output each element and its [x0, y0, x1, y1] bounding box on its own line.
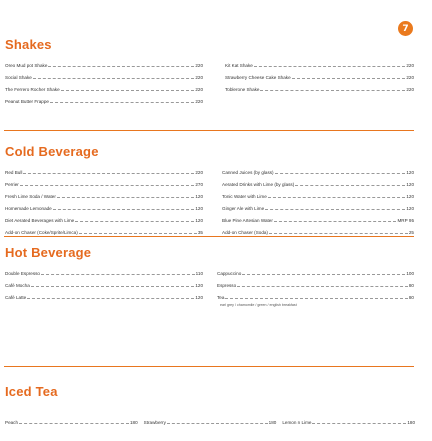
section-title-hot-beverage: Hot Beverage [5, 245, 92, 260]
list-item: Café Mocha 120 [5, 283, 203, 288]
list-item: Diet Aerated Beverages with Lime 120 [5, 218, 203, 223]
cold-right-list [222, 163, 414, 235]
list-item: Blue Pine Artesian Water MRP 95 [222, 218, 414, 223]
section-title-shakes: Shakes [5, 37, 52, 52]
list-item: Tea 80 [217, 295, 414, 300]
list-item: Cappuccino 100 [217, 271, 414, 276]
list-item: Strawberry 180 [143, 420, 277, 425]
number-badge: 7 [398, 21, 413, 36]
list-item: Strawberry Cheese Cake Shake 220 [225, 75, 414, 80]
hot-left-list [5, 264, 203, 300]
list-item: Double Espresso 110 [5, 271, 203, 276]
list-item: Café Latte 120 [5, 295, 203, 300]
list-item: Red Bull 220 [5, 170, 203, 175]
list-item: Espresso 80 [217, 283, 414, 288]
list-item: Canned Juices (by glass) 120 [222, 170, 414, 175]
hot-right-list [217, 264, 414, 300]
list-item: Peanut Butter Frappe 220 [5, 99, 203, 104]
list-item: Perrier 270 [5, 182, 203, 187]
list-item: The Ferrero Rocher Shake 220 [5, 87, 203, 92]
list-item: Add-on Chaser (Coke/Sprite/Limca) 35 [5, 230, 203, 235]
list-item: Aerated Drinks with Lime (by glass) 120 [222, 182, 414, 187]
section-title-cold-beverage: Cold Beverage [5, 144, 99, 159]
list-item: Kit Kat Shake 220 [225, 63, 414, 68]
iced-tea-list [5, 413, 415, 425]
section-divider [4, 130, 414, 131]
list-item: Homemade Lemonade 120 [5, 206, 203, 211]
list-item: Lemon n Lime 180 [282, 420, 416, 425]
list-item: Social Shake 220 [5, 75, 203, 80]
section-title-iced-tea: Iced Tea [5, 384, 58, 399]
list-item: Peach 180 [5, 420, 138, 425]
shakes-right-list [225, 56, 414, 92]
list-item: Add-on Chaser (Soda) 25 [222, 230, 414, 235]
cold-left-list [5, 163, 203, 235]
list-item: Tonic Water with Lime 120 [222, 194, 414, 199]
list-item: Fresh Lime Soda / Water 120 [5, 194, 203, 199]
list-item: Oreo Mud pot Shake 220 [5, 63, 203, 68]
section-divider [4, 236, 414, 237]
list-item: Toblerone Shake 220 [225, 87, 414, 92]
shakes-left-list [5, 56, 203, 104]
section-divider [4, 366, 414, 367]
list-item: Ginger Ale with Lime 120 [222, 206, 414, 211]
tea-varieties-note: earl grey / chamomile / green / english breakfast [220, 303, 297, 307]
